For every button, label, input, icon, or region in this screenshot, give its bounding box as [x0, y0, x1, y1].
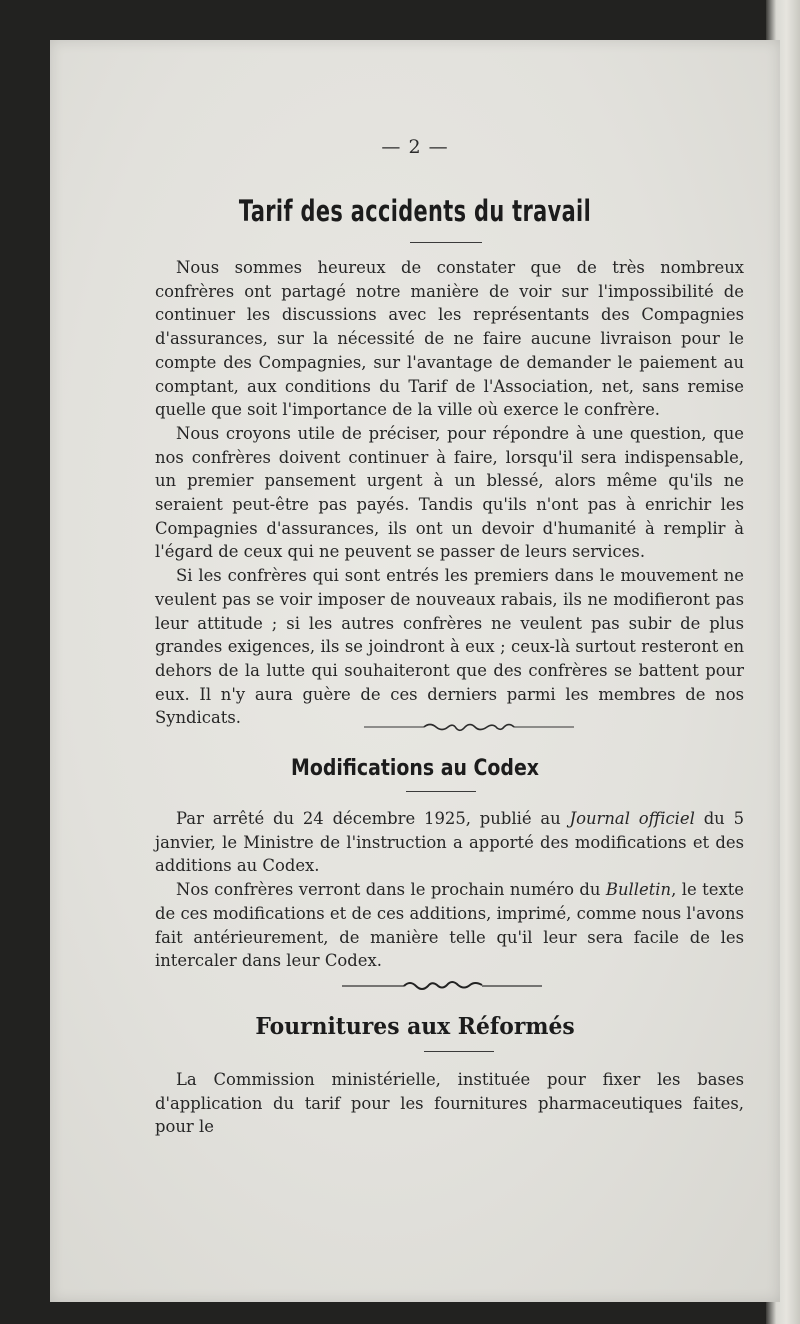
page-number: — 2 — [381, 136, 449, 158]
section-title-tarif: Tarif des accidents du travail [238, 194, 592, 228]
journal-title: Journal officiel [569, 809, 695, 828]
section-title-codex: Modifications au Codex [290, 756, 540, 781]
paragraph: Si les confrères qui sont entrés les premiers dans le mouvement ne veulent pas se voir imposer de nouveaux rabais, ils ne modifieront pas leur attitude ; si les autres confrères ne veulent pas subir de plus grandes exigences, ils se joindront à eux ; ceux-là surtout resteront en dehors de la lutte qui souhaiteront que des confrères se battent pour eux. Il n'y aura guère de ces derniers parmi les membres de nos Syndicats. [155, 566, 744, 728]
ornament-divider-icon [364, 721, 574, 733]
section-body-fournitures [155, 1068, 744, 1139]
section-body-codex [155, 807, 744, 973]
section-title-fournitures: Fournitures aux Réformés [255, 1013, 575, 1040]
title-underline [406, 791, 476, 792]
bulletin-title: Bulletin [605, 880, 672, 900]
ornament-divider-icon [342, 979, 542, 993]
title-underline [424, 1051, 494, 1052]
paragraph: Nous croyons utile de préciser, pour répondre à une question, que nos confrères doivent continuer à faire, lorsqu'il sera indispensable, un premier pansement urgent à un blessé, alors même qu'ils ne seraient peut-être pas payés. Tandis qu'ils n'ont pas à enrichir les Compagnies d'assurances, ils ont un devoir d'humanité à remplir à l'égard de ceux qui ne peuvent se passer de leurs services. [155, 423, 744, 562]
paragraph: Nous sommes heureux de constater que de très nombreux confrères ont partagé notre manière de voir sur l'impossibilité de continuer les discussions avec les représentants des Compagnies d'assurances, sur la nécessité de ne faire aucune livraison pour le compte des Compagnies, sur l'avantage de demander le paiement au comptant, aux conditions du Tarif de l'Association, net, sans remise quelle que soit l'importance de la ville où exerce le confrère. [155, 258, 744, 420]
paragraph: Par arrêté du 24 décembre 1925, publié au Journal officiel du 5 janvier, le Ministre de l'instruction a apporté des modifications et des additions au Codex. [155, 809, 745, 876]
paragraph: Nos confrères verront dans le prochain numéro du Bulletin, le texte de ces modifications et de ces additions, imprimé, comme nous l'avons fait antérieurement, de manière telle qu'il leur sera facile de les intercaler dans leur Codex. [155, 880, 744, 971]
title-underline [410, 242, 482, 243]
document-page [50, 40, 780, 1302]
section-body-tarif [155, 256, 744, 730]
paragraph: La Commission ministérielle, instituée pour fixer les bases d'application du tarif pour les fournitures pharmaceutiques faites, pour le [155, 1070, 744, 1137]
